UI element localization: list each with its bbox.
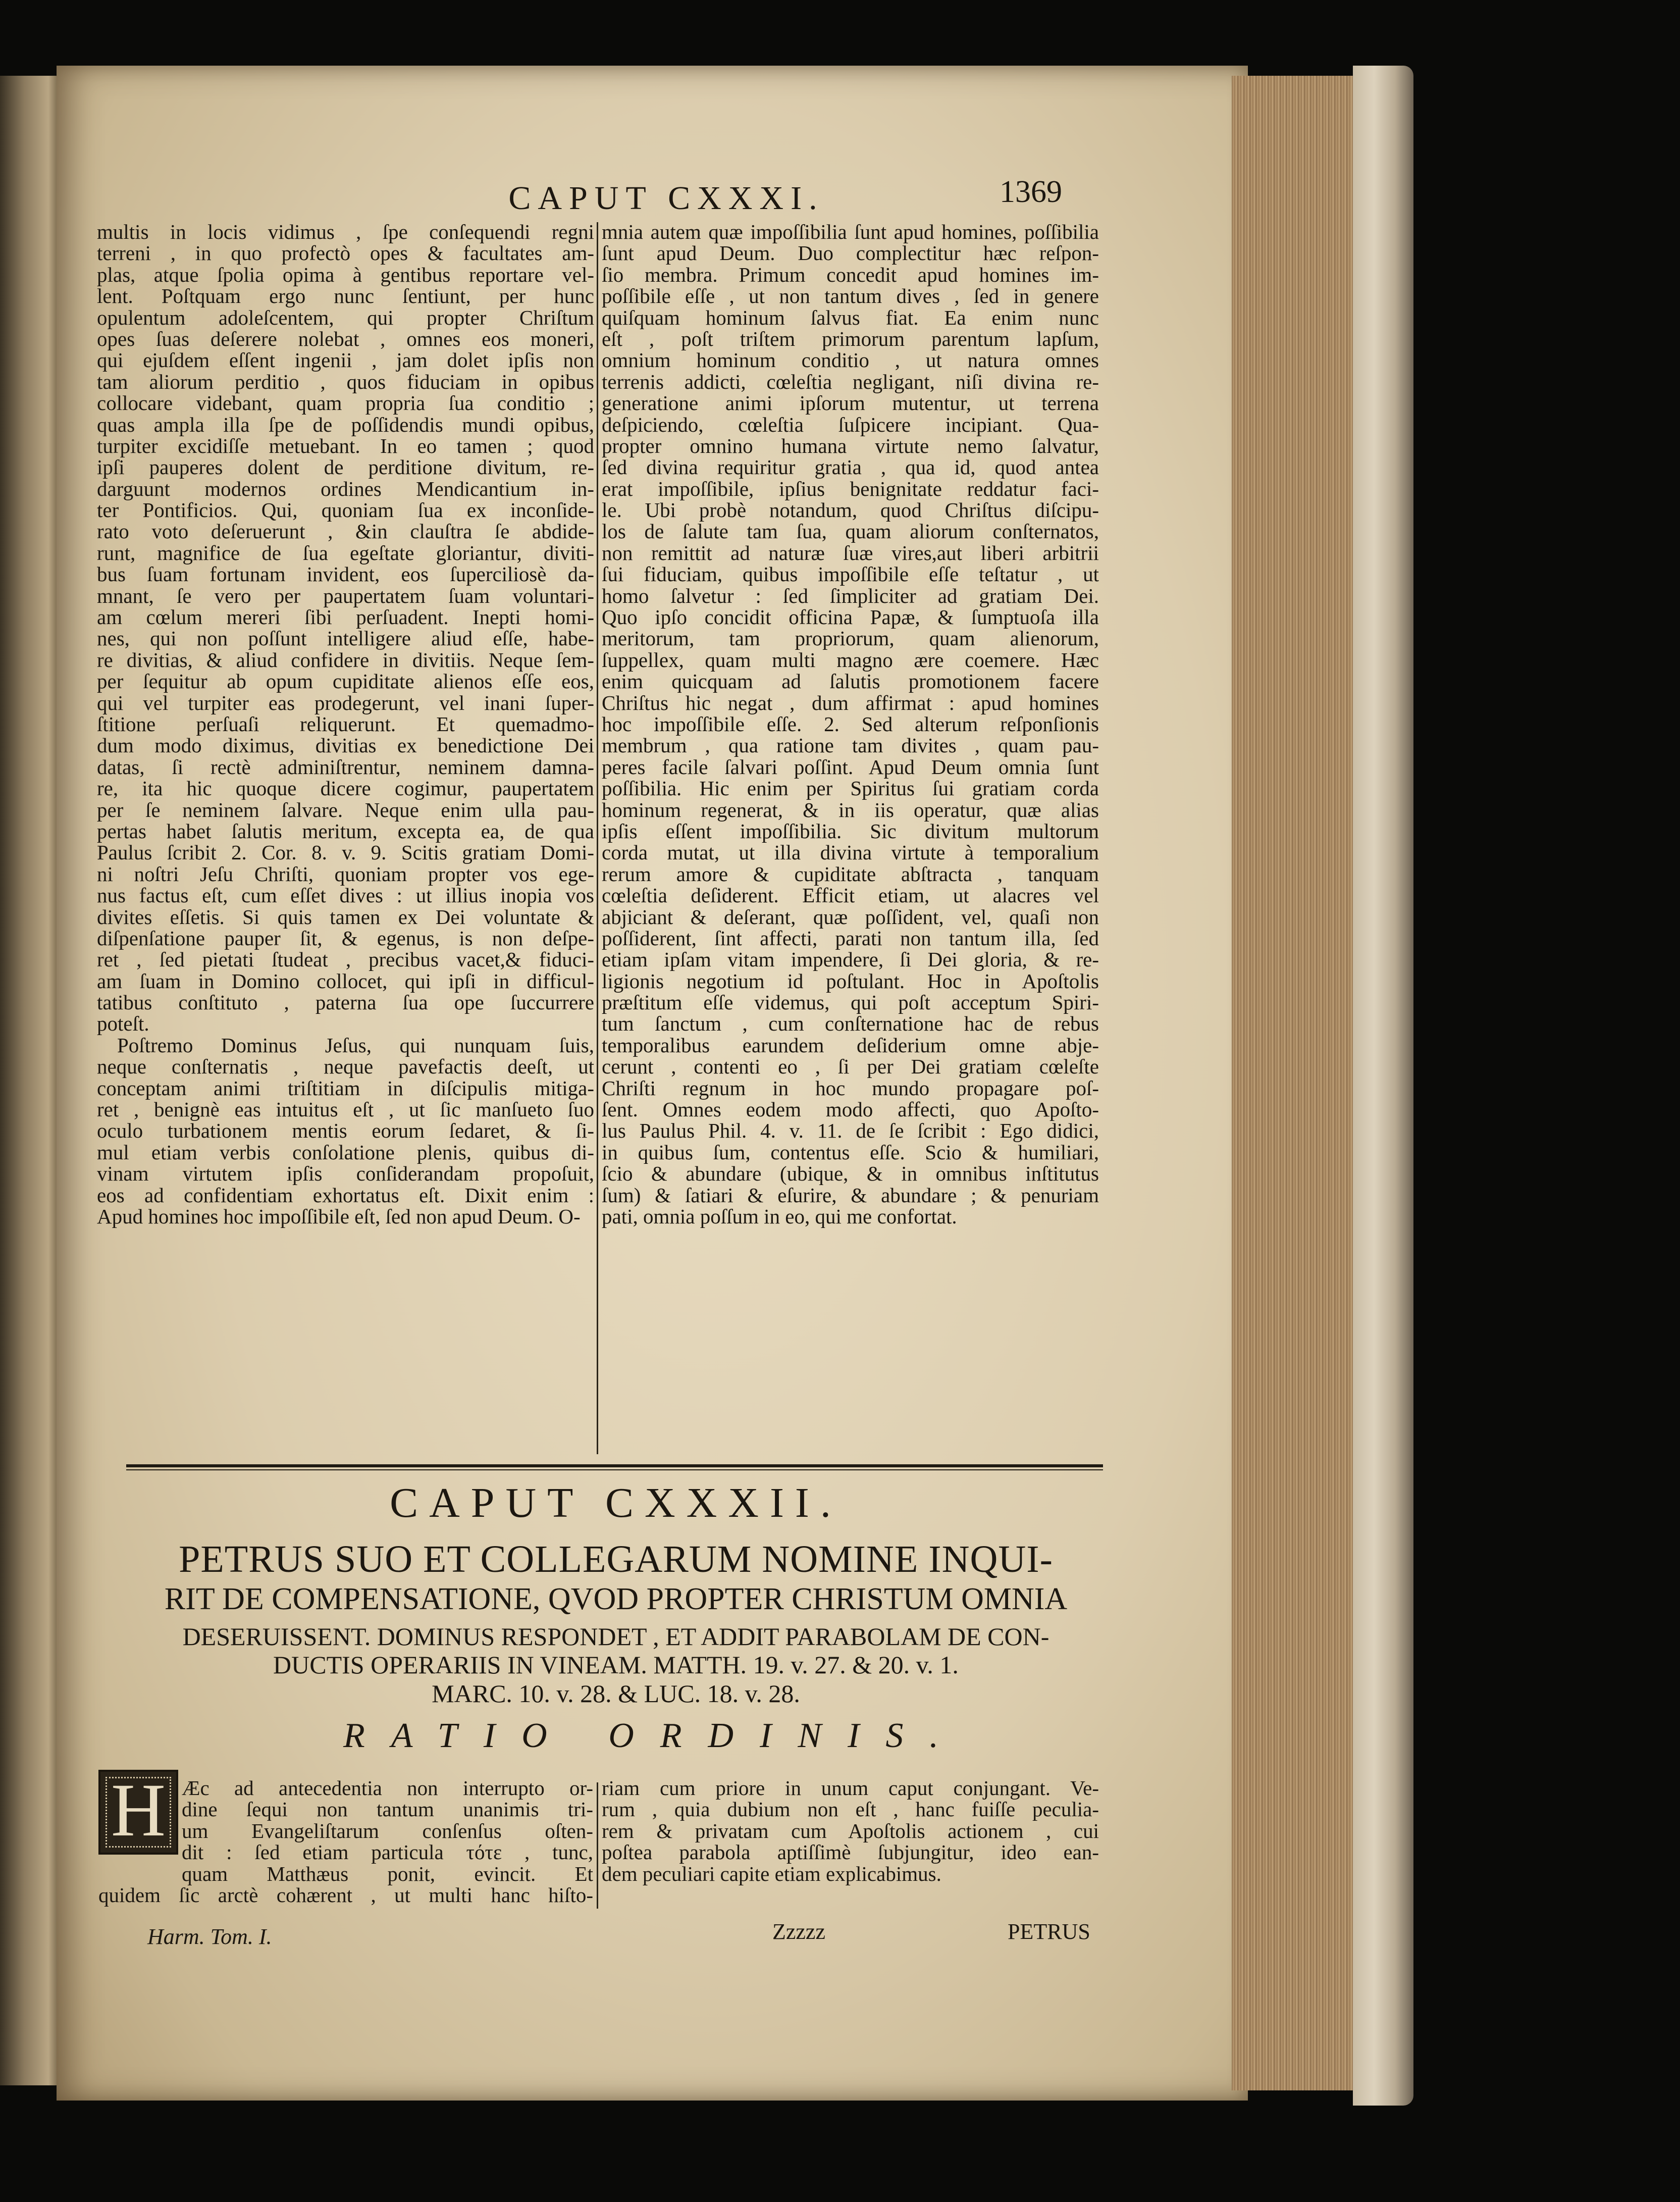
- text-line: divites eſſetis. Si quis tamen ex Dei voluntate &: [97, 905, 594, 929]
- text-line: vinam virtutem ipſis conſiderandam propoſuit,: [97, 1162, 594, 1186]
- text-line: ſio membra. Primum concedit apud homines im-: [602, 263, 1099, 286]
- section-rule: [126, 1464, 1103, 1467]
- footer-volume: Harm. Tom. I.: [147, 1924, 272, 1949]
- page-number: 1369: [1000, 175, 1062, 209]
- headline-line-4: DUCTIS OPERARIIS IN VINEAM. MATTH. 19. v. 27. & 20. v. 1.: [273, 1651, 959, 1679]
- text-line: neque conſternatis , neque pavefactis deeſt, ut: [97, 1055, 594, 1079]
- text-line: etiam ipſam vitam impendere, ſi Dei gloria, & re-: [602, 948, 1099, 971]
- text-line: tum ſanctum , cum conſternatione hac de rebus: [602, 1012, 1099, 1036]
- text-line: turpiter excidiſſe metuebant. In eo tamen ; quod: [97, 434, 594, 457]
- footer-signature: Zzzzz: [772, 1919, 825, 1944]
- text-line: rato voto deſeruerunt , &in clauſtra ſe abdide-: [97, 520, 594, 543]
- text-line: cœleſtia deſiderent. Efficit etiam, ut alacres vel: [602, 884, 1099, 907]
- text-line: ter Pontificios. Qui, quoniam ſua ex inconſide-: [97, 498, 594, 522]
- text-line: poſſibile eſſe , ut non tantum dives , ſed in genere: [602, 284, 1099, 308]
- text-line: temporalibus earundem deſiderium omne abje-: [602, 1033, 1099, 1057]
- text-line: præſtitum eſſe videmus, qui poſt acceptum Spiri-: [602, 991, 1099, 1014]
- text-line: opulentum adoleſcentem, qui propter Chriſtum: [97, 305, 594, 329]
- text-line: rem & privatam cum Apoſtolis actionem , cui: [602, 1819, 1099, 1842]
- text-line: eos ad confidentiam exhortatus eſt. Dixit enim :: [97, 1183, 594, 1207]
- text-line: ſui fiduciam, quibus impoſſibile eſſe teſtatur , ut: [602, 562, 1099, 586]
- section-heading: RATIO ORDINIS.: [343, 1716, 965, 1755]
- text-line: rerum amore & cupiditate abſtracta , tanquam: [602, 862, 1099, 886]
- ordo-column-left-indented: [98, 1776, 593, 1907]
- text-line: riam cum priore in unum caput conjungant. Ve-: [602, 1776, 1099, 1800]
- text-line: conceptam animi triſtitiam in diſcipulis mitiga-: [97, 1076, 594, 1100]
- text-line: mul etiam verbis conſolatione plenis, quibus di-: [97, 1140, 594, 1164]
- column-divider: [597, 222, 598, 1454]
- text-line: peres facile ſalvari poſſint. Apud Deum omnia ſunt: [602, 755, 1099, 779]
- text-line: terreni , in quo profectò opes & facultates am-: [97, 241, 594, 265]
- text-line: rum , quia dubium non eſt , hanc fuiſſe peculia-: [602, 1798, 1099, 1821]
- text-line: deſpiciendo, cœleſtia ſuſpicere incipiant. Qua-: [602, 413, 1099, 436]
- text-line: Apud homines hoc impoſſibile eſt, ſed non apud Deum. O-: [97, 1204, 581, 1228]
- text-line: mnia autem quæ impoſſibilia ſunt apud homines, poſſibilia: [602, 220, 1099, 243]
- text-line: Quo ipſo concidit officina Papæ, & ſumptuoſa illa: [602, 605, 1099, 629]
- text-line: membrum , qua ratione tam divites , quam pau-: [602, 734, 1099, 757]
- text-line: corda mutat, ut illa divina virtute à temporalium: [602, 841, 1099, 864]
- headline-line-3: DESERUISSENT. DOMINUS RESPONDET , ET ADDIT PARABOLAM DE CON-: [182, 1622, 1049, 1651]
- text-line: re divitias, & aliud confidere in divitiis. Neque ſem-: [97, 648, 594, 672]
- text-line: non remittit ad naturæ ſuæ vires,aut liberi arbitrii: [602, 541, 1099, 565]
- text-line: multis in locis vidimus , ſpe conſequendi regni: [97, 220, 594, 243]
- text-line: meritorum, tam propriorum, quam alienorum,: [602, 627, 1099, 650]
- text-line: nes, qui non poſſunt intelligere aliud eſſe, habe-: [97, 627, 594, 650]
- text-line: runt, magnifice de ſua egeſtate gloriantur, diviti-: [97, 541, 594, 565]
- text-line: hoc impoſſibile eſſe. 2. Sed alterum reſponſionis: [602, 712, 1099, 736]
- text-line: ſum) & ſatiari & eſurire, & abundare ; & penuriam: [602, 1183, 1099, 1207]
- text-line: bus ſuam fortunam invident, eos ſuperciliosè da-: [97, 562, 594, 586]
- text-line: plas, atque ſpolia opima à gentibus reportare vel-: [97, 263, 594, 286]
- decorated-initial: [98, 1770, 178, 1855]
- text-line: ni noſtri Jeſu Chriſti, quoniam propter vos ege-: [97, 862, 594, 886]
- text-line: ſunt apud Deum. Duo complectitur hæc reſpon-: [602, 241, 1099, 265]
- text-line: ſed divina requiritur gratia , qua id, quod antea: [602, 455, 1099, 479]
- column-left: [97, 221, 594, 1227]
- text-line: abjiciant & deſerant, quæ poſſident, vel, quaſi non: [602, 905, 1099, 929]
- text-line: cerunt , contenti eo , ſi per Dei gratiam cœleſte: [602, 1055, 1099, 1079]
- text-line: ret , benignè eas intuitus eſt , ut ſic manſueto ſuo: [97, 1098, 594, 1121]
- text-line: dum modo diximus, divitias ex benedictione Dei: [97, 734, 594, 757]
- text-line: qui ejuſdem eſſent ingenii , jam dolet ipſis non: [97, 348, 594, 372]
- chapter-heading: CAPUT CXXXII.: [390, 1479, 842, 1526]
- ordo-column-divider: [597, 1782, 598, 1909]
- text-line: opes ſuas deſerere nolebat , omnes eos moneri,: [97, 327, 594, 350]
- text-line: eſt , poſt triſtem primorum parentum lapſum,: [602, 327, 1099, 350]
- text-line: diſpenſatione pauper ſit, & egenus, is non deſpe-: [97, 926, 594, 950]
- text-line: am cœlum mereri ſibi perſuadent. Inepti homi-: [97, 605, 594, 629]
- text-line: am ſuam in Domino collocet, qui ipſi in difficul-: [97, 969, 594, 993]
- text-line: ſuppellex, quam multi magno ære coemere. Hæc: [602, 648, 1099, 672]
- text-line: los de ſalute tam ſua, quam aliorum conſternatos,: [602, 520, 1099, 543]
- column-right: [602, 221, 1099, 1227]
- text-line: tatibus conſtituto , paterna ſua ope ſuccurrere: [97, 991, 594, 1014]
- text-line: terrenis addicti, cœleſtia negligant, niſi divina re-: [602, 370, 1099, 393]
- headline-line-1: PETRUS SUO ET COLLEGARUM NOMINE INQUI-: [179, 1538, 1053, 1580]
- text-line: enim quicquam ad ſalutis promotionem facere: [602, 670, 1099, 693]
- text-line: quidem ſic arctè cohærent , ut multi hanc hiſto-: [98, 1883, 593, 1907]
- text-line: quam Matthæus ponit, evincit. Et: [182, 1862, 593, 1885]
- text-line: tam aliorum perditio , quos fiduciam in opibus: [97, 370, 594, 393]
- text-line: um Evangeliſtarum conſenſus oſten-: [182, 1819, 593, 1842]
- headline-line-2: RIT DE COMPENSATIONE, QVOD PROPTER CHRISTUM OMNIA: [164, 1582, 1068, 1616]
- text-line: pertas habet ſalutis meritum, excepta ea, de qua: [97, 819, 594, 843]
- text-line: Æc ad antecedentia non interrupto or-: [182, 1776, 593, 1800]
- text-line: darguunt modernos ordines Mendicantium in-: [97, 477, 594, 500]
- text-line: dit : ſed etiam particula τότε , tunc,: [182, 1840, 593, 1864]
- ordo-column-right: [602, 1777, 1099, 1884]
- text-line: erat impoſſibile, ipſius benignitate reddatur faci-: [602, 477, 1099, 500]
- text-line: collocare videbant, quam propria ſua conditio ;: [97, 391, 594, 415]
- text-line: Paulus ſcribit 2. Cor. 8. v. 9. Scitis gratiam Domi-: [97, 841, 594, 864]
- text-line: re, ita hic quoque dicere cogimur, paupertatem: [97, 777, 594, 800]
- text-line: lus Paulus Phil. 4. v. 11. de ſe ſcribit : Ego didici,: [602, 1119, 1099, 1143]
- text-line: in quibus ſum, contentus eſſe. Scio & humiliari,: [602, 1140, 1099, 1164]
- text-line: propter omnino humana virtute nemo ſalvatur,: [602, 434, 1099, 457]
- text-line: ipſis eſſent impoſſibilia. Sic divitum multorum: [602, 819, 1099, 843]
- text-line: poſtea parabola aptiſſimè ſubjungitur, ideo ean-: [602, 1840, 1099, 1864]
- text-line: dine ſequi non tantum unanimis tri-: [182, 1798, 593, 1821]
- text-line: nus factus eſt, cum eſſet dives : ut illius inopia vos: [97, 884, 594, 907]
- text-line: generatione animi ipſorum mutentur, ut terrena: [602, 391, 1099, 415]
- text-line: ſcio & abundare (ubique, & in omnibus inſtitutus: [602, 1162, 1099, 1186]
- text-line: pati, omnia poſſum in eo, qui me confortat.: [602, 1204, 957, 1228]
- text-line: poteſt.: [97, 1012, 149, 1036]
- footer-catchword: PETRUS: [1008, 1919, 1090, 1944]
- text-line: per ſe neminem ſalvare. Neque enim ulla pau-: [97, 798, 594, 822]
- text-line: omnium hominum conditio , ut natura omnes: [602, 348, 1099, 372]
- text-line: ipſi pauperes dolent de perditione divitum, re-: [97, 455, 594, 479]
- section-rule-thin: [126, 1469, 1103, 1470]
- text-line: ligionis negotium id poſtulant. Hoc in Apoſtolis: [602, 969, 1099, 993]
- text-line: hominum regenerat, & in iis operatur, quæ alias: [602, 798, 1099, 822]
- text-line: ſtitione perſuaſi reliquerunt. Et quemadmo-: [97, 712, 594, 736]
- text-line: Chriſti regnum in hoc mundo propagare poſ-: [602, 1076, 1099, 1100]
- text-line: poſſibilia. Hic enim per Spiritus ſui gratiam corda: [602, 777, 1099, 800]
- text-line: qui vel turpiter eas prodegerunt, vel inani ſuper-: [97, 691, 594, 714]
- text-line: homo ſalvetur : ſed ſimpliciter ad gratiam Dei.: [602, 584, 1099, 607]
- headline-line-5: MARC. 10. v. 28. & LUC. 18. v. 28.: [432, 1679, 800, 1708]
- text-line: oculo turbationem mentis eorum ſedaret, & ſi-: [97, 1119, 594, 1143]
- text-line: mnant, ſe vero per paupertatem ſuam voluntari-: [97, 584, 594, 607]
- text-line: poſſiderent, ſint affecti, parati non tantum illa, ſed: [602, 926, 1099, 950]
- text-line: datas, ſi rectè adminiſtrentur, neminem damna-: [97, 755, 594, 779]
- text-line: quas ampla illa ſpe de poſſidendis mundi opibus,: [97, 413, 594, 436]
- text-line: ſent. Omnes eodem modo affecti, quo Apoſto-: [602, 1098, 1099, 1121]
- text-line: quiſquam hominum ſalvus fiat. Ea enim nunc: [602, 305, 1099, 329]
- text-line: le. Ubi probè notandum, quod Chriſtus diſcipu-: [602, 498, 1099, 522]
- initial-letter: H: [111, 1768, 166, 1852]
- text-line: ret , ſed pietati ſtudeat , precibus vacet,& fiduci-: [97, 948, 594, 971]
- text-line: lent. Poſtquam ergo nunc ſentiunt, per hunc: [97, 284, 594, 308]
- text-line: dem peculiari capite etiam explicabimus.: [602, 1862, 941, 1885]
- text-line: per ſequitur ab opum cupiditate alienos eſſe eos,: [97, 670, 594, 693]
- running-head-chapter: CAPUT CXXXI.: [508, 180, 824, 217]
- text-line: Poſtremo Dominus Jeſus, qui nunquam ſuis,: [117, 1033, 594, 1057]
- text-line: Chriſtus hic negat , dum affirmat : apud homines: [602, 691, 1099, 714]
